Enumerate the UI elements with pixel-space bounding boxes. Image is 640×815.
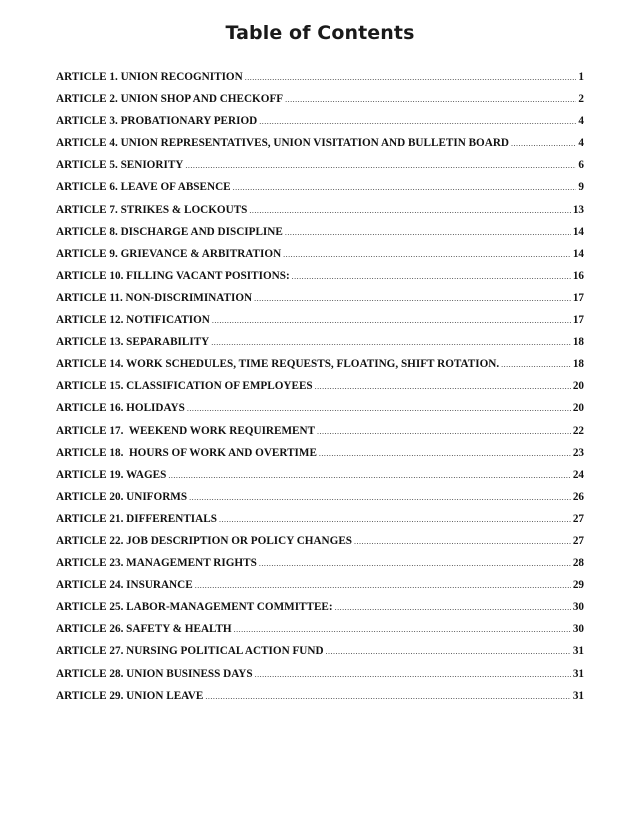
toc-entry[interactable] [56,397,584,419]
toc-entry[interactable] [56,154,584,176]
table-of-contents [56,66,584,707]
toc-entry-label: ARTICLE 18. HOURS OF WORK AND OVERTIME [56,446,317,459]
toc-entry-page-number: 13 [572,203,584,216]
toc-entry-label: ARTICLE 22. JOB DESCRIPTION OR POLICY CHANGES [56,534,353,547]
toc-entry-page-number: 24 [572,468,584,481]
toc-entry-page-number: 20 [572,402,584,415]
dot-leader [335,597,571,618]
toc-entry[interactable] [56,486,584,508]
toc-entry-page-number: 20 [572,380,584,393]
toc-entry-label: ARTICLE 6. LEAVE OF ABSENCE [56,181,231,194]
toc-entry[interactable] [56,508,584,530]
toc-entry[interactable] [56,243,584,265]
dot-leader [168,465,570,486]
toc-entry-label: ARTICLE 23. MANAGEMENT RIGHTS [56,557,257,570]
toc-entry-label: ARTICLE 8. DISCHARGE AND DISCIPLINE [56,225,283,238]
toc-entry-page-number: 28 [572,557,584,570]
toc-entry-label: ARTICLE 24. INSURANCE [56,579,193,592]
toc-entry[interactable] [56,663,584,685]
dot-leader [319,443,571,464]
toc-entry-page-number: 1 [578,71,584,83]
toc-entry[interactable] [56,309,584,331]
toc-entry-page-number: 27 [572,512,584,525]
toc-entry-page-number: 30 [572,601,584,614]
toc-entry[interactable] [56,353,584,375]
dot-leader [285,222,571,243]
toc-entry[interactable] [56,375,584,397]
toc-entry-label: ARTICLE 16. HOLIDAYS [56,402,185,415]
toc-entry-label: ARTICLE 7. STRIKES & LOCKOUTS [56,203,248,216]
toc-entry[interactable] [56,530,584,552]
toc-entry-label: ARTICLE 17. WEEKEND WORK REQUIREMENT [56,424,316,437]
dot-leader [259,553,571,574]
toc-entry[interactable] [56,552,584,574]
dot-leader [283,244,571,265]
toc-entry-label: ARTICLE 20. UNIFORMS [56,490,188,503]
dot-leader [285,89,576,110]
toc-entry-page-number: 17 [572,314,584,327]
toc-entry-label: ARTICLE 9. GRIEVANCE & ARBITRATION [56,247,282,260]
toc-entry[interactable] [56,221,584,243]
toc-entry-page-number: 29 [572,579,584,592]
toc-entry[interactable] [56,88,584,110]
dot-leader [317,421,571,442]
toc-entry-page-number: 26 [572,490,584,503]
toc-entry-label: ARTICLE 28. UNION BUSINESS DAYS [56,667,253,680]
toc-entry-label: ARTICLE 1. UNION RECOGNITION [56,71,243,83]
dot-leader [212,310,571,331]
toc-entry[interactable] [56,442,584,464]
dot-leader [501,354,571,375]
toc-entry[interactable] [56,199,584,221]
toc-entry[interactable] [56,176,584,198]
toc-entry-label: ARTICLE 10. FILLING VACANT POSITIONS: [56,269,290,282]
dot-leader [255,664,571,685]
toc-entry[interactable] [56,574,584,596]
toc-entry[interactable] [56,132,584,154]
toc-entry[interactable] [56,640,584,662]
toc-entry-page-number: 31 [572,689,584,702]
toc-entry[interactable] [56,265,584,287]
toc-entry-page-number: 9 [578,181,584,194]
toc-entry[interactable] [56,420,584,442]
dot-leader [354,531,571,552]
toc-entry-page-number: 23 [572,446,584,459]
toc-entry-page-number: 4 [578,137,584,150]
toc-entry-label: ARTICLE 27. NURSING POLITICAL ACTION FUND [56,645,324,658]
toc-entry-page-number: 22 [572,424,584,437]
toc-entry-label: ARTICLE 21. DIFFERENTIALS [56,512,217,525]
toc-entry-page-number: 16 [572,269,584,282]
dot-leader [234,619,571,640]
toc-entry-page-number: 2 [578,93,584,106]
toc-entry-page-number: 27 [572,534,584,547]
dot-leader [187,398,571,419]
toc-entry-page-number: 17 [572,291,584,304]
toc-entry-page-number: 6 [578,159,584,172]
dot-leader [189,487,571,508]
dot-leader [254,288,571,309]
dot-leader [205,686,570,707]
toc-entry[interactable] [56,464,584,486]
toc-entry-label: ARTICLE 3. PROBATIONARY PERIOD [56,115,258,128]
toc-entry-page-number: 31 [572,667,584,680]
toc-entry-label: ARTICLE 2. UNION SHOP AND CHECKOFF [56,93,284,106]
toc-entry-page-number: 14 [572,247,584,260]
toc-entry[interactable] [56,66,584,88]
dot-leader [211,332,571,353]
toc-entry-label: ARTICLE 29. UNION LEAVE [56,689,204,702]
dot-leader [195,575,571,596]
toc-entry[interactable] [56,596,584,618]
toc-entry-page-number: 30 [572,623,584,636]
dot-leader [233,177,577,198]
dot-leader [185,155,576,176]
dot-leader [326,641,571,662]
page-title: Table of Contents [225,22,415,44]
toc-entry[interactable] [56,287,584,309]
toc-entry-label: ARTICLE 13. SEPARABILITY [56,336,210,349]
dot-leader [219,509,571,530]
dot-leader [249,200,570,221]
toc-entry-label: ARTICLE 4. UNION REPRESENTATIVES, UNION VISITATION AND BULLETIN BOARD [56,137,509,150]
toc-entry[interactable] [56,618,584,640]
dot-leader [245,67,577,88]
toc-entry[interactable] [56,331,584,353]
toc-entry-label: ARTICLE 12. NOTIFICATION [56,314,210,327]
toc-entry-label: ARTICLE 5. SENIORITY [56,159,184,172]
dot-leader [511,133,576,154]
toc-entry-label: ARTICLE 15. CLASSIFICATION OF EMPLOYEES [56,380,313,393]
toc-entry-label: ARTICLE 19. WAGES [56,468,167,481]
toc-entry-page-number: 18 [572,358,584,371]
toc-entry-label: ARTICLE 26. SAFETY & HEALTH [56,623,232,636]
toc-entry-page-number: 31 [572,645,584,658]
dot-leader [259,111,576,132]
toc-entry[interactable] [56,110,584,132]
dot-leader [292,266,571,287]
toc-entry-label: ARTICLE 11. NON-DISCRIMINATION [56,291,253,304]
dot-leader [315,376,571,397]
toc-entry-page-number: 4 [578,115,584,128]
toc-entry[interactable] [56,685,584,707]
toc-entry-label: ARTICLE 25. LABOR-MANAGEMENT COMMITTEE: [56,601,333,614]
toc-entry-page-number: 14 [572,225,584,238]
toc-entry-page-number: 18 [572,336,584,349]
toc-entry-label: ARTICLE 14. WORK SCHEDULES, TIME REQUESTS, FLOATING, SHIFT ROTATION. [56,358,500,371]
